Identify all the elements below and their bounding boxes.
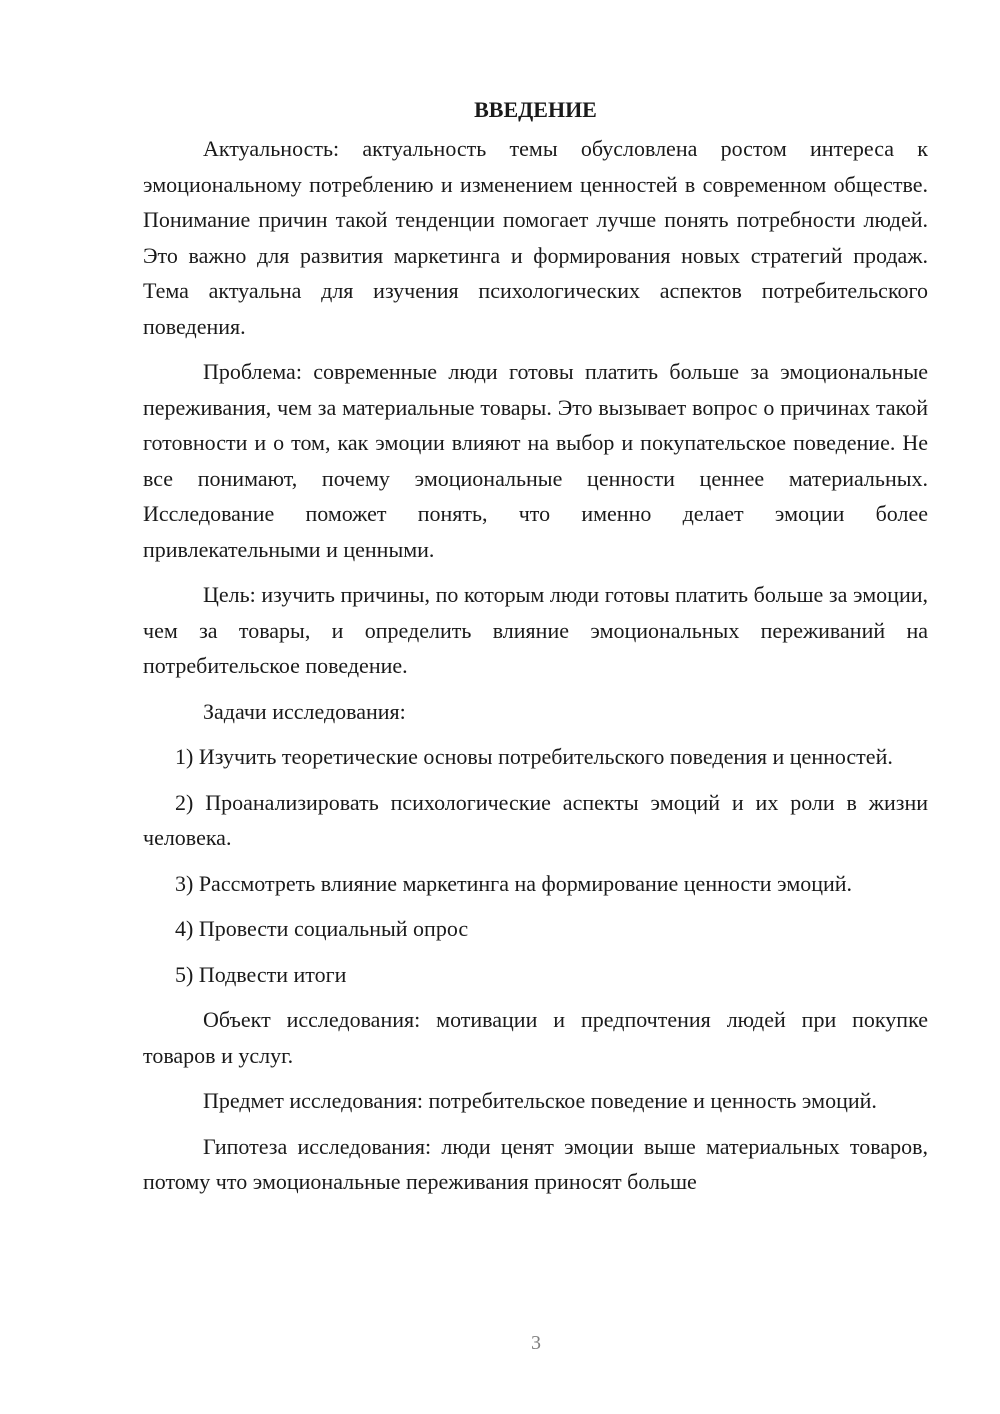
problem-paragraph: Проблема: современные люди готовы платить больше за эмоциональные переживания, чем за материальные товары. Это вызывает вопрос о причинах такой готовности и о том, как эмоции влияют на выбор и покупательское поведение. Не все понимают, почему эмоциональные ценности ценнее материальных. Исследование поможет понять, что именно делает эмоции более привлекательными и ценными. bbox=[143, 359, 928, 562]
object-paragraph: Объект исследования: мотивации и предпочтения людей при покупке товаров и услуг. bbox=[143, 1007, 928, 1068]
subject-paragraph: Предмет исследования: потребительское поведение и ценность эмоций. bbox=[203, 1088, 877, 1113]
task-item-2: 2) Проанализировать психологические аспекты эмоций и их роли в жизни человека. bbox=[143, 789, 928, 850]
section-title: ВВЕДЕНИЕ bbox=[474, 97, 597, 122]
page-number: 3 bbox=[531, 1332, 541, 1354]
tasks-heading: Задачи исследования: bbox=[203, 698, 406, 724]
goal-paragraph: Цель: изучить причины, по которым люди готовы платить больше за эмоции, чем за товары, и определить влияние эмоциональных переживаний на потребительское поведение. bbox=[143, 582, 928, 678]
task-item-3: 3) Рассмотреть влияние маркетинга на формирование ценности эмоций. bbox=[175, 870, 853, 896]
relevance-paragraph: Актуальность: актуальность темы обусловлена ростом интереса к эмоциональному потреблению и изменением ценностей в современном обществе. Понимание причин такой тенденции помогает лучше понять потребности людей. Это важно для развития маркетинга и формирования новых стратегий продаж. Тема актуальна для изучения психологических аспектов потребительского поведения. bbox=[143, 136, 928, 339]
hypothesis-paragraph: Гипотеза исследования: люди ценят эмоции выше материальных товаров, потому что эмоциональные переживания приносят больше bbox=[143, 1133, 928, 1194]
document-page bbox=[143, 92, 928, 1210]
task-item-4: 4) Провести социальный опрос bbox=[175, 916, 469, 941]
task-item-5: 5) Подвести итоги bbox=[175, 961, 347, 987]
task-item-1: 1) Изучить теоретические основы потребительского поведения и ценностей. bbox=[175, 744, 893, 769]
